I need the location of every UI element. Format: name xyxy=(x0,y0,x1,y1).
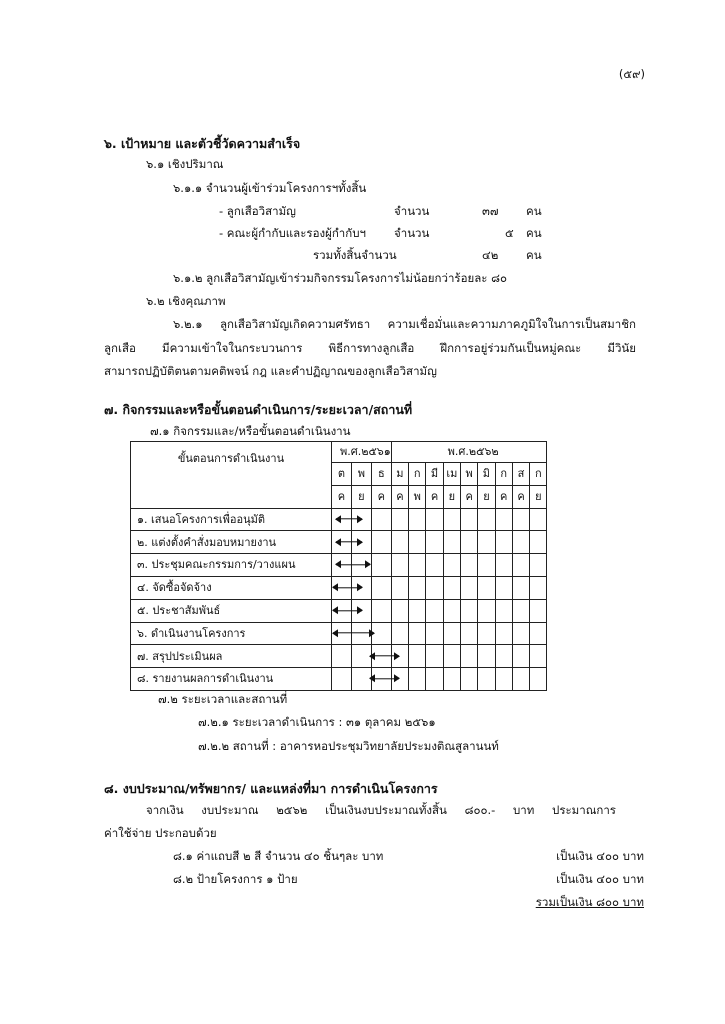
phase-column-header: ขั้นตอนการดำเนินงาน xyxy=(131,442,332,509)
month-cell xyxy=(332,668,352,691)
month-cell xyxy=(478,668,495,691)
month-cell xyxy=(530,531,547,554)
month-cell xyxy=(391,508,408,531)
month-cell xyxy=(371,554,391,577)
month-cell xyxy=(512,599,529,622)
month-cell xyxy=(530,668,547,691)
schedule-row xyxy=(131,554,547,577)
schedule-row xyxy=(131,599,547,622)
month-cell xyxy=(409,668,426,691)
month-cell xyxy=(460,622,477,645)
month-cell xyxy=(460,645,477,668)
month-cell xyxy=(371,531,391,554)
month-cell xyxy=(478,622,495,645)
schedule-table xyxy=(130,441,547,691)
month-cell xyxy=(443,576,460,599)
month-header-top: ก xyxy=(409,463,426,486)
month-cell xyxy=(495,622,512,645)
month-cell xyxy=(443,554,460,577)
month-cell xyxy=(495,531,512,554)
month-cell xyxy=(460,576,477,599)
month-cell xyxy=(409,508,426,531)
timeline-arrow xyxy=(336,519,362,520)
month-cell xyxy=(478,599,495,622)
month-cell xyxy=(409,599,426,622)
schedule-row xyxy=(131,531,547,554)
timeline-arrow xyxy=(333,587,362,588)
month-cell xyxy=(409,622,426,645)
month-cell xyxy=(478,645,495,668)
section-6-1-1-heading: ๖.๑.๑ จำนวนผู้เข้าร่วมโครงการฯทั้งสิ้น xyxy=(173,181,367,195)
month-cell xyxy=(426,622,443,645)
month-header-top: ธ xyxy=(371,463,391,486)
section-6-1-heading: ๖.๑ เชิงปริมาณ xyxy=(146,157,224,171)
section-6-2-heading: ๖.๒ เชิงคุณภาพ xyxy=(146,294,226,308)
participant-count-word: จำนวน xyxy=(394,226,430,240)
participant-count: ๓๗ xyxy=(482,204,499,218)
budget-item-label: ๘.๒ ป้ายโครงการ ๑ ป้าย xyxy=(173,872,298,886)
schedule-row xyxy=(131,508,547,531)
schedule-row xyxy=(131,668,547,691)
month-header-bottom: ย xyxy=(478,485,495,508)
step-label: ๑. เสนอโครงการเพื่ออนุมัติ xyxy=(131,508,332,531)
month-cell xyxy=(443,622,460,645)
step-label: ๘. รายงานผลการดำเนินงาน xyxy=(131,668,332,691)
month-cell xyxy=(332,576,352,599)
month-cell xyxy=(391,576,408,599)
month-header-top: ก xyxy=(495,463,512,486)
schedule-row xyxy=(131,622,547,645)
month-header-top: ส xyxy=(512,463,529,486)
month-header-top: เม xyxy=(443,463,460,486)
month-cell xyxy=(332,622,352,645)
participant-count-word: จำนวน xyxy=(394,204,430,218)
section-6-2-1-line-1: ๖.๒.๑ ลูกเสือวิสามัญเกิดความศรัทธา ความเชื่อมั่นและความภาคภูมิใจในการเป็นสมาชิก xyxy=(173,317,636,331)
month-cell xyxy=(478,554,495,577)
month-cell xyxy=(332,599,352,622)
month-cell xyxy=(495,554,512,577)
budget-item-amount: เป็นเงิน ๔๐๐ บาท xyxy=(556,849,644,863)
year-header: พ.ศ.๒๕๖๒ xyxy=(391,442,547,463)
section-6-1-2-text: ๖.๑.๒ ลูกเสือวิสามัญเข้าร่วมกิจกรรมโครงการไม่น้อยกว่าร้อยละ ๘๐ xyxy=(173,271,507,285)
section-7-1-heading: ๗.๑ กิจกรรมและ/หรือขั้นตอนดำเนินงาน xyxy=(150,424,351,438)
step-label: ๗. สรุปประเมินผล xyxy=(131,645,332,668)
month-cell xyxy=(478,531,495,554)
month-header-bottom: ย xyxy=(530,485,547,508)
budget-item-amount: เป็นเงิน ๔๐๐ บาท xyxy=(556,872,644,886)
month-cell xyxy=(530,645,547,668)
month-header-bottom: ค xyxy=(495,485,512,508)
month-cell xyxy=(512,554,529,577)
month-cell xyxy=(512,645,529,668)
month-header-top: มิ xyxy=(478,463,495,486)
step-label: ๒. แต่งตั้งคำสั่งมอบหมายงาน xyxy=(131,531,332,554)
month-cell xyxy=(443,508,460,531)
step-label: ๔. จัดซื้อจัดจ้าง xyxy=(131,576,332,599)
section-6-2-1-line-2: ลูกเสือ มีความเข้าใจในกระบวนการ พิธีการทางลูกเสือ ฝึกการอยู่ร่วมกันเป็นหมู่คณะ มีวินัย xyxy=(104,341,636,355)
month-cell xyxy=(409,554,426,577)
month-cell xyxy=(409,531,426,554)
timeline-arrow xyxy=(336,564,370,565)
participant-total-count: ๔๒ xyxy=(482,248,499,262)
month-cell xyxy=(391,554,408,577)
schedule-body xyxy=(131,508,547,690)
month-cell xyxy=(460,508,477,531)
month-cell xyxy=(409,576,426,599)
month-cell xyxy=(478,576,495,599)
schedule-row xyxy=(131,576,547,599)
month-cell xyxy=(426,576,443,599)
section-7-2-1-text: ๗.๒.๑ ระยะเวลาดำเนินการ : ๓๑ ตุลาคม ๒๕๖๑ xyxy=(198,715,436,729)
month-cell xyxy=(530,554,547,577)
month-cell xyxy=(530,622,547,645)
month-cell xyxy=(460,531,477,554)
month-cell xyxy=(332,554,352,577)
participant-count: ๕ xyxy=(505,226,514,240)
month-cell xyxy=(495,668,512,691)
month-cell xyxy=(512,508,529,531)
month-header-bottom: พ xyxy=(409,485,426,508)
month-header-top: พ xyxy=(351,463,371,486)
step-label: ๓. ประชุมคณะกรรมการ/วางแผน xyxy=(131,554,332,577)
month-cell xyxy=(391,531,408,554)
month-cell xyxy=(443,645,460,668)
participant-unit: คน xyxy=(526,226,542,240)
section-7-2-heading: ๗.๒ ระยะเวลาและสถานที่ xyxy=(158,692,288,706)
month-cell xyxy=(443,668,460,691)
month-cell xyxy=(426,531,443,554)
month-cell xyxy=(332,531,352,554)
month-header-bottom: ค xyxy=(391,485,408,508)
month-cell xyxy=(426,508,443,531)
participant-label: - คณะผู้กำกับและรองผู้กำกับฯ xyxy=(219,226,366,240)
timeline-arrow xyxy=(333,633,374,634)
month-header-top: ม xyxy=(391,463,408,486)
month-header-bottom: ค xyxy=(371,485,391,508)
timeline-arrow xyxy=(336,542,362,543)
section-7-2-2-text: ๗.๒.๒ สถานที่ : อาคารหอประชุมวิทยาลัยประมงติณสูลานนท์ xyxy=(198,739,499,753)
budget-item-label: ๘.๑ ค่าแถบสี ๒ สี จำนวน ๔๐ ชิ้นๆละ บาท xyxy=(173,849,384,863)
month-cell xyxy=(426,668,443,691)
month-cell xyxy=(512,622,529,645)
budget-total: รวมเป็นเงิน ๘๐๐ บาท xyxy=(535,895,644,909)
month-header-top: ต xyxy=(332,463,352,486)
month-cell xyxy=(371,599,391,622)
participant-label: - ลูกเสือวิสามัญ xyxy=(219,204,296,218)
month-header-bottom: ค xyxy=(426,485,443,508)
timeline-arrow xyxy=(370,678,399,679)
month-cell xyxy=(512,668,529,691)
month-header-top: มี xyxy=(426,463,443,486)
month-header-bottom: ค xyxy=(512,485,529,508)
month-cell xyxy=(443,531,460,554)
month-cell xyxy=(371,576,391,599)
section-6-title: ๖. เป้าหมาย และตัวชี้วัดความสำเร็จ xyxy=(104,136,301,151)
month-cell xyxy=(495,508,512,531)
timeline-arrow xyxy=(370,656,399,657)
month-cell xyxy=(512,531,529,554)
month-cell xyxy=(495,645,512,668)
month-cell xyxy=(460,668,477,691)
month-cell xyxy=(530,576,547,599)
month-header-bottom: ค xyxy=(332,485,352,508)
step-label: ๖. ดำเนินงานโครงการ xyxy=(131,622,332,645)
month-header-top: พ xyxy=(460,463,477,486)
month-cell xyxy=(460,554,477,577)
month-cell xyxy=(460,599,477,622)
section-8-intro-line-1: จากเงิน งบประมาณ ๒๕๖๒ เป็นเงินงบประมาณทั้งสิ้น ๘๐๐.- บาท ประมาณการ xyxy=(146,803,616,817)
month-cell xyxy=(371,508,391,531)
month-cell xyxy=(409,645,426,668)
month-header-bottom: ค xyxy=(460,485,477,508)
month-cell xyxy=(530,508,547,531)
month-header-top: ก xyxy=(530,463,547,486)
month-header-bottom: ย xyxy=(443,485,460,508)
month-cell xyxy=(478,508,495,531)
month-cell xyxy=(391,622,408,645)
timeline-arrow xyxy=(333,610,362,611)
month-cell xyxy=(443,599,460,622)
section-8-intro-line-2: ค่าใช้จ่าย ประกอบด้วย xyxy=(104,826,217,840)
participant-total-unit: คน xyxy=(526,248,542,262)
page-number: (๕๙) xyxy=(618,67,645,81)
month-cell xyxy=(332,645,352,668)
month-header-bottom: ย xyxy=(351,485,371,508)
section-8-title: ๘. งบประมาณ/ทรัพยากร/ และแหล่งที่มา การดำเนินโครงการ xyxy=(104,781,438,796)
schedule-row xyxy=(131,645,547,668)
month-cell xyxy=(391,599,408,622)
step-label: ๕. ประชาสัมพันธ์ xyxy=(131,599,332,622)
month-cell xyxy=(426,645,443,668)
month-cell xyxy=(495,599,512,622)
year-header: พ.ศ.๒๕๖๑ xyxy=(332,442,392,463)
section-6-2-1-line-3: สามารถปฏิบัติตนตามคติพจน์ กฎ และคำปฏิญาณของลูกเสือวิสามัญ xyxy=(104,364,437,378)
month-cell xyxy=(512,576,529,599)
section-7-title: ๗. กิจกรรมและหรือขั้นตอนดำเนินการ/ระยะเวลา/สถานที่ xyxy=(104,402,413,417)
participant-total-label: รวมทั้งสิ้นจำนวน xyxy=(313,248,397,262)
month-cell xyxy=(495,576,512,599)
month-cell xyxy=(332,508,352,531)
participant-unit: คน xyxy=(526,204,542,218)
month-cell xyxy=(530,599,547,622)
month-cell xyxy=(426,554,443,577)
month-cell xyxy=(426,599,443,622)
